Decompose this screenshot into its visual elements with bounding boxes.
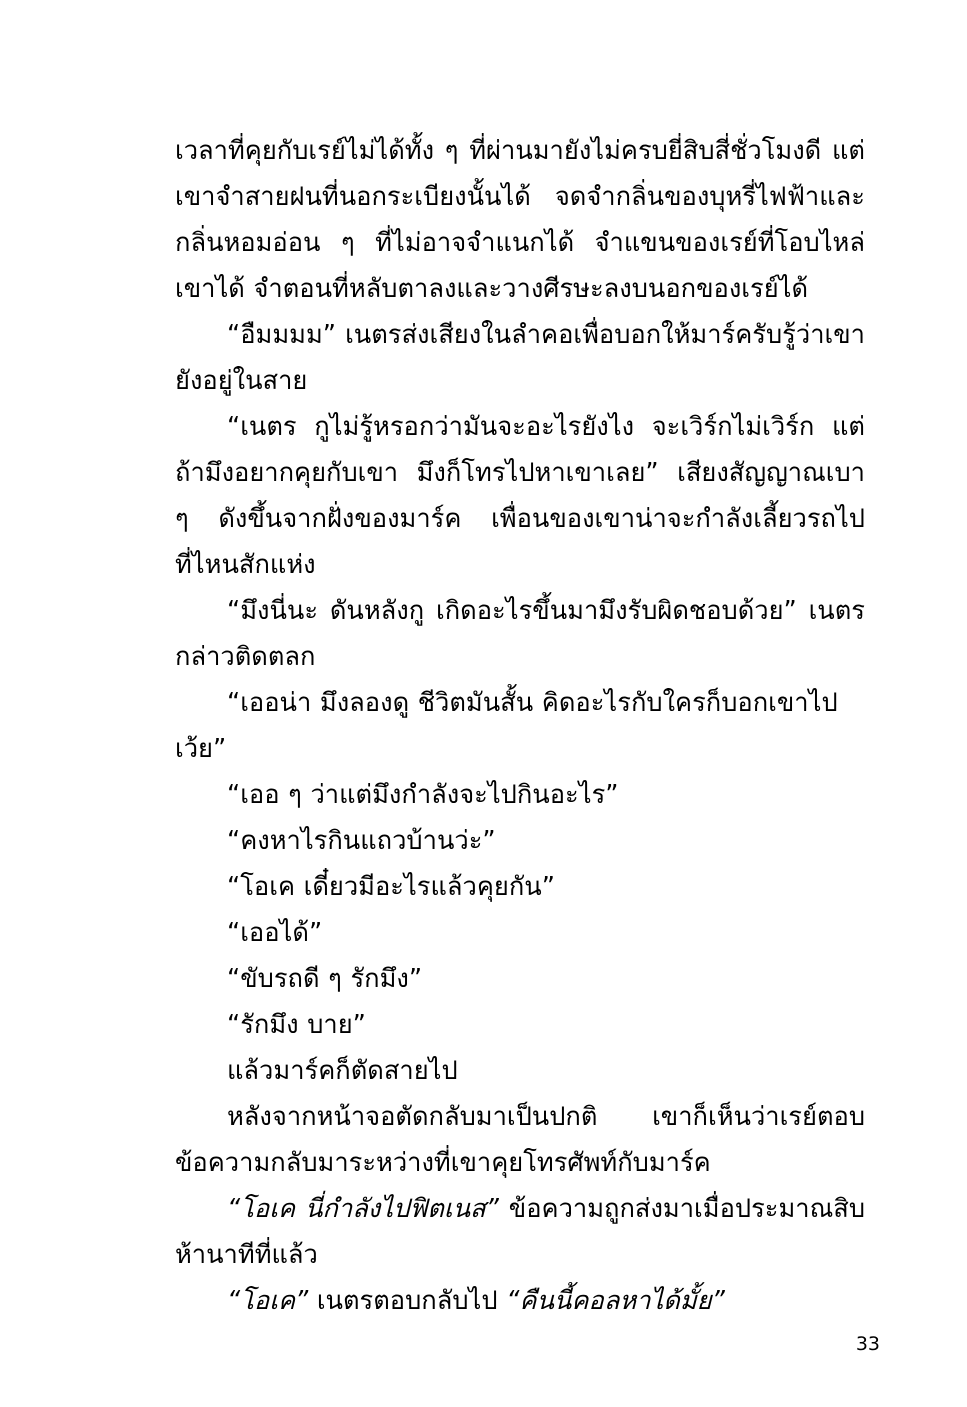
message-quote-1: “โอเค นี่กำลังไปฟิตเนส” (227, 1194, 499, 1224)
paragraph-8: “โอเค เดี๋ยวมีอะไรแล้วคุยกัน” (227, 872, 555, 902)
message-quote-2: “โอเค” (227, 1286, 309, 1316)
message-note-2: เนตรตอบกลับไป (308, 1286, 507, 1316)
paragraph-15 (175, 1278, 865, 1324)
paragraph-10: “ขับรถดี ๆ รักมึง” (227, 964, 423, 994)
page-number: 33 (855, 1333, 880, 1355)
paragraph-1: เวลาที่คุยกับเรย์ไม่ได้ทั้ง ๆ ที่ผ่านมายังไม่ครบยี่สิบสี่ชั่วโมงดี แต่เขาจำสายฝนที่นอกระเบียงนั้นได้ จดจำกลิ่นของบุหรี่ไฟฟ้าและกลิ่นหอมอ่อน ๆ ที่ไม่อาจจำแนกได้ จำแขนของเรย์ที่โอบไหล่เขาได้ จำตอนที่หลับตาลงและวางศีรษะลงบนอกของเรย์ได้ (175, 136, 865, 304)
paragraph-2: “อืมมมม” เนตรส่งเสียงในลำคอเพื่อบอกให้มาร์ครับรู้ว่าเขายังอยู่ในสาย (175, 320, 865, 396)
paragraph-7: “คงหาไรกินแถวบ้านว่ะ” (227, 826, 496, 856)
message-note-1: ข้อความถูกส่งมาเมื่อประมาณสิบห้านาทีที่แล้ว (175, 1194, 865, 1270)
paragraph-12: แล้วมาร์คก็ตัดสายไป (227, 1056, 458, 1086)
body-text (175, 128, 865, 1324)
paragraph-11: “รักมึง บาย” (227, 1010, 366, 1040)
paragraph-3: “เนตร กูไม่รู้หรอกว่ามันจะอะไรยังไง จะเวิร์กไม่เวิร์ก แต่ถ้ามึงอยากคุยกับเขา มึงก็โทรไปหาเขาเลย” เสียงสัญญาณเบา ๆ ดังขึ้นจากฝั่งของมาร์ค เพื่อนของเขาน่าจะกำลังเลี้ยวรถไปที่ไหนสักแห่ง (175, 412, 865, 580)
paragraph-13: หลังจากหน้าจอตัดกลับมาเป็นปกติ เขาก็เห็นว่าเรย์ตอบข้อความกลับมาระหว่างที่เขาคุยโทรศัพท์กับมาร์ค (175, 1102, 865, 1178)
paragraph-4: “มึงนี่นะ ดันหลังกู เกิดอะไรขึ้นมามึงรับผิดชอบด้วย” เนตรกล่าวติดตลก (175, 596, 865, 672)
paragraph-5: “เออน่า มึงลองดู ชีวิตมันสั้น คิดอะไรกับใครก็บอกเขาไปเว้ย” (175, 688, 838, 764)
paragraph-14 (175, 1186, 865, 1278)
paragraph-6: “เออ ๆ ว่าแต่มึงกำลังจะไปกินอะไร” (227, 780, 619, 810)
paragraph-9: “เออได้” (227, 918, 323, 948)
message-quote-3: “คืนนี้คอลหาได้มั้ย” (506, 1286, 725, 1316)
